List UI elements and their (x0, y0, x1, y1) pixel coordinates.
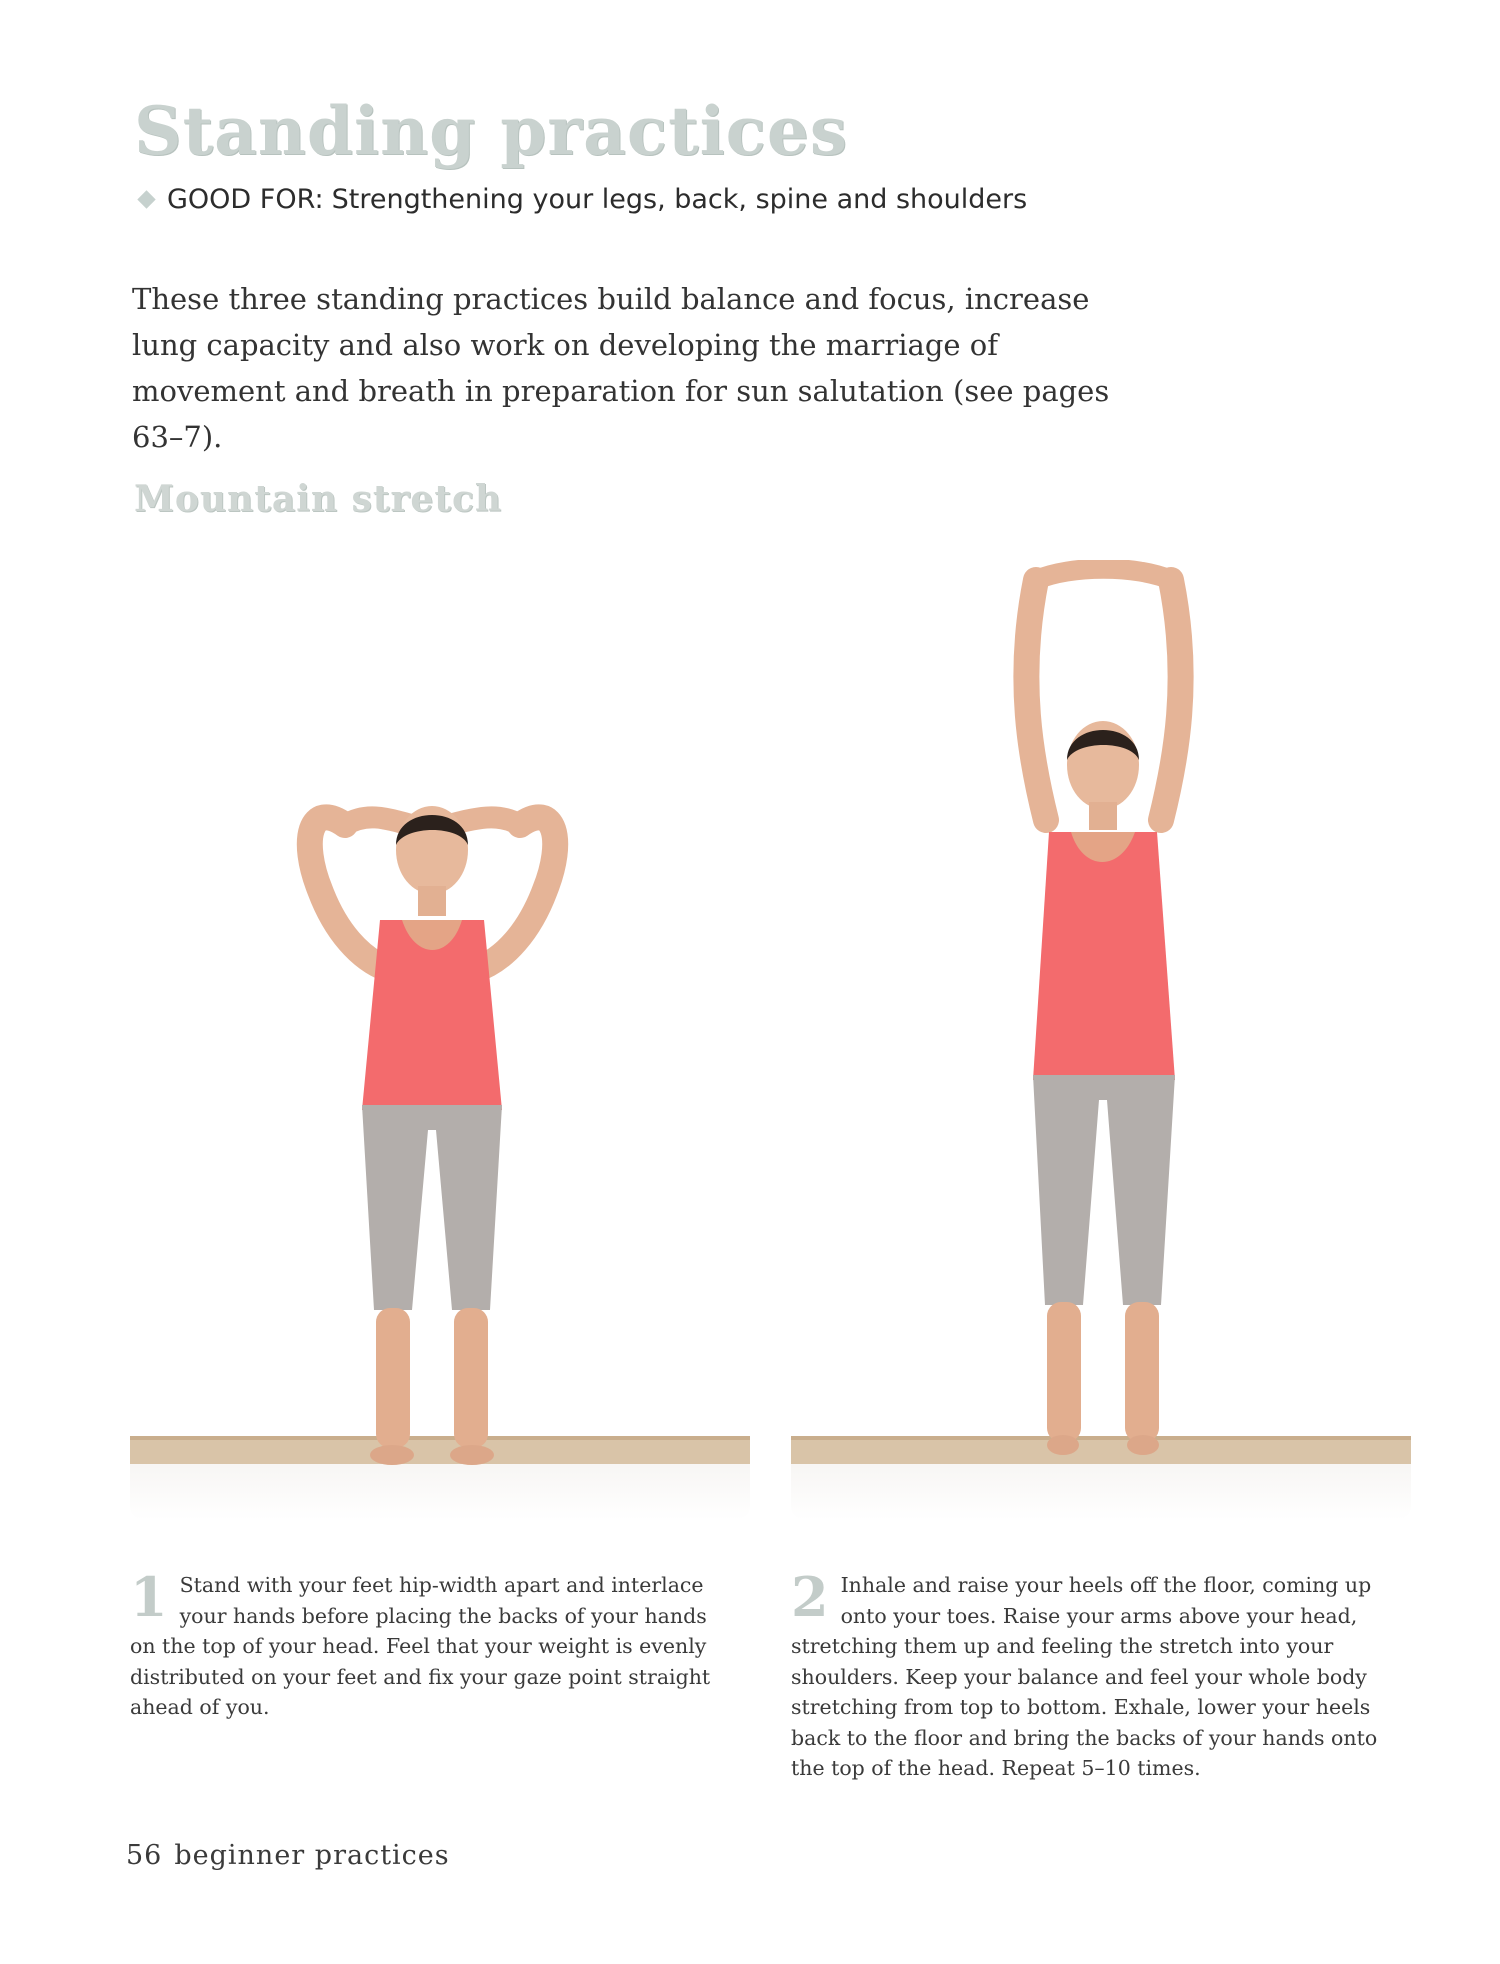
pose-photo-arms-raised (791, 560, 1411, 1550)
step-text: Inhale and raise your heels off the floor, coming up onto your toes. Raise your arms above your head, stretching them up and feeling the stretch into your shoulders. Keep your balance and feel your whole body stretching from top to bottom. Exhale, lower your heels back to the floor and bring the backs of your hands onto the top of the head. Repeat 5–10 times. (791, 1573, 1378, 1780)
good-for-line (124, 184, 1027, 215)
step-1 (130, 1565, 730, 1723)
step-2 (791, 1565, 1411, 1784)
pose-photo-hands-on-head (130, 790, 750, 1550)
footer-section: beginner practices (174, 1840, 450, 1871)
page-footer (126, 1840, 450, 1871)
step-number: 1 (130, 1565, 168, 1629)
diamond-bullet-icon (137, 190, 155, 208)
step-number: 2 (791, 1565, 829, 1629)
page-number: 56 (126, 1840, 163, 1871)
intro-paragraph: These three standing practices build balance and focus, increase lung capacity and also work on developing the marriage of movement and breath in preparation for sun salutation (see pages 63–7). (132, 282, 1110, 454)
good-for-text: Strengthening your legs, back, spine and shoulders (331, 184, 1028, 215)
section-title: Mountain stretch (134, 478, 503, 520)
step-text: Stand with your feet hip-width apart and interlace your hands before placing the backs of your hands on the top of your head. Feel that your weight is evenly distributed on your feet and fix your gaze point straight ahead of you. (130, 1573, 711, 1719)
good-for-label: GOOD FOR: (167, 184, 324, 215)
page-title: Standing practices (134, 92, 848, 170)
